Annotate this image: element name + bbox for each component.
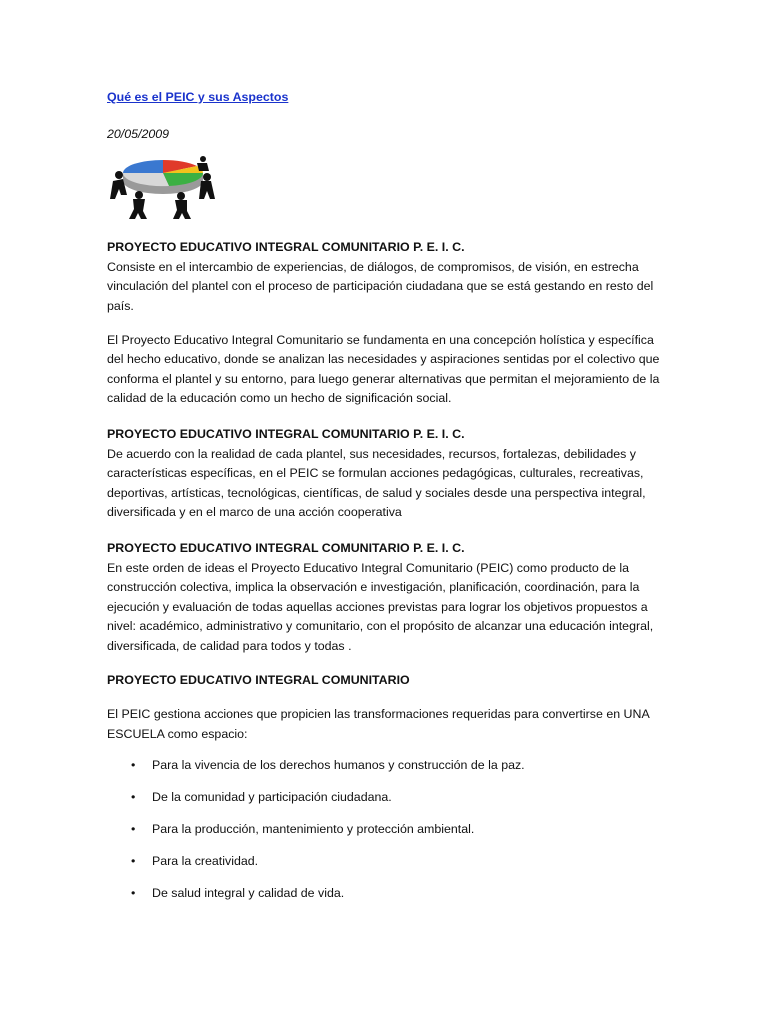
section-text: El Proyecto Educativo Integral Comunitario se fundamenta en una concepción holística y específica del hecho educativo, donde se analizan las necesidades y aspiraciones sentidas por el colectivo que conforma el plantel y su entorno, para luego generar alternativas que permitan el mejoramiento de la calidad de la educación como un hecho de significación social.	[107, 332, 660, 406]
section-heading: PROYECTO EDUCATIVO INTEGRAL COMUNITARIO P. E. I. C.	[107, 240, 465, 255]
section-text: De acuerdo con la realidad de cada plantel, sus necesidades, recursos, fortalezas, debilidades y características específicas, en el PEIC se formulan acciones pedagógicas, culturales, recreativas, deportivas, artísticas, tecnológicas, científicas, de salud y sociales desde una perspectiva integral, diversificada y en el marco de una acción cooperativa	[107, 446, 646, 520]
document-body	[107, 88, 667, 916]
bullet-icon: •	[131, 854, 136, 869]
list-item-text: De salud integral y calidad de vida.	[152, 886, 345, 901]
bullet-icon: •	[131, 822, 136, 837]
list-item	[107, 884, 667, 904]
section-2	[107, 331, 667, 409]
bullet-icon: •	[131, 758, 136, 773]
section-heading: PROYECTO EDUCATIVO INTEGRAL COMUNITARIO P. E. I. C.	[107, 426, 465, 441]
section-4	[107, 539, 667, 657]
bullet-icon: •	[131, 886, 136, 901]
list-item	[107, 820, 667, 840]
list-item-text: Para la vivencia de los derechos humanos y construcción de la paz.	[152, 758, 525, 773]
bullet-list	[107, 756, 667, 904]
section-text: Consiste en el intercambio de experiencias, de diálogos, de compromisos, de visión, en estrecha vinculación del plantel con el proceso de participación ciudadana que se está gestando en resto del país.	[107, 259, 654, 313]
peic-pie-chart-figures-icon	[107, 155, 219, 223]
publish-date: 20/05/2009	[107, 126, 170, 141]
title-link[interactable]: Qué es el PEIC y sus Aspectos	[107, 90, 289, 104]
list-item	[107, 788, 667, 808]
section-1	[107, 238, 667, 316]
list-item-text: Para la creatividad.	[152, 854, 259, 869]
list-item-text: Para la producción, mantenimiento y protección ambiental.	[152, 822, 475, 837]
list-item	[107, 852, 667, 872]
list-item	[107, 756, 667, 776]
section-text: En este orden de ideas el Proyecto Educativo Integral Comunitario (PEIC) como producto de la construcción colectiva, implica la observación e investigación, planificación, coordinación, para la ejecución y evaluación de todas aquellas acciones previstas para lograr los objetivos propuestos a nivel: académico, administrativo y comunitario, con el propósito de alcanzar una educación integral, diversificada, de calidad para todos y todas .	[107, 560, 654, 653]
list-item-text: De la comunidad y participación ciudadana.	[152, 790, 392, 805]
final-heading: PROYECTO EDUCATIVO INTEGRAL COMUNITARIO	[107, 673, 410, 688]
bullet-icon: •	[131, 790, 136, 805]
intro-text: El PEIC gestiona acciones que propicien las transformaciones requeridas para convertirse en UNA ESCUELA como espacio:	[107, 707, 650, 741]
section-heading: PROYECTO EDUCATIVO INTEGRAL COMUNITARIO P. E. I. C.	[107, 540, 465, 555]
section-3	[107, 425, 667, 523]
